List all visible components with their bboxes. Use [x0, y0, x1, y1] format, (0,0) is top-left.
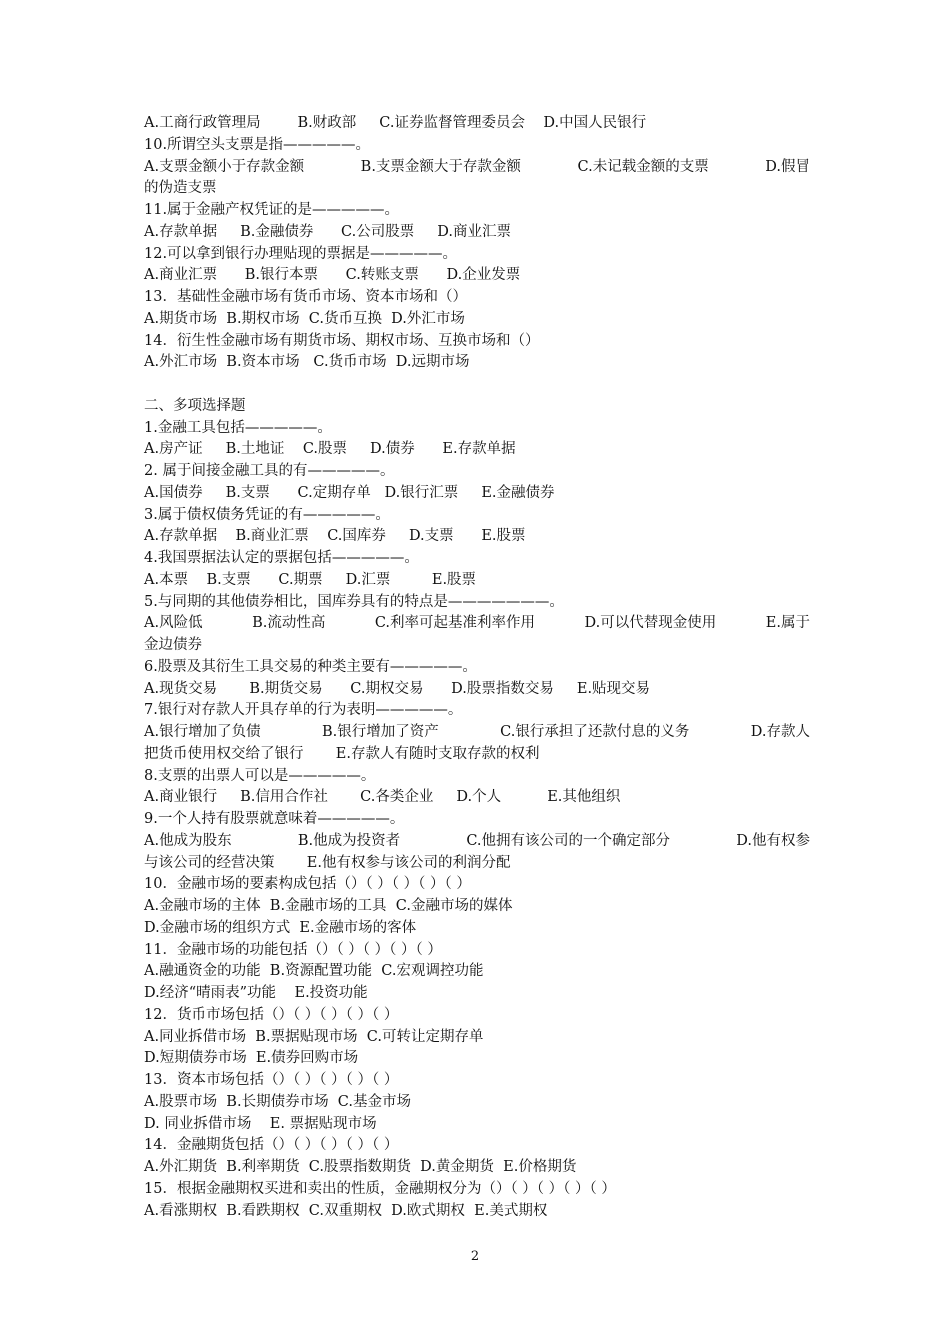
question-line: 6.股票及其衍生工具交易的种类主要有—————。: [144, 658, 477, 675]
question-line: 2. 属于间接金融工具的有—————。: [144, 463, 395, 479]
question-line: 11.属于金融产权凭证的是—————。: [144, 202, 400, 218]
question-line: 3.属于债权债务凭证的有—————。: [144, 506, 390, 523]
option-text: B.银行增加了资产: [322, 724, 439, 740]
option-text: B.流动性高: [252, 615, 326, 632]
continuation-line: 把货币使用权交给了银行 E.存款人有随时支取存款的权利: [144, 745, 540, 762]
question-line: 4.我国票据法认定的票据包括—————。: [144, 550, 419, 566]
question-line: 12.可以拿到银行办理贴现的票据是—————。: [144, 245, 458, 262]
option-line: A.存款单据 B.商业汇票 C.国库券 D.支票 E.股票: [144, 528, 526, 545]
question-line: 10.所谓空头支票是指—————。: [144, 136, 371, 153]
question-line: 8.支票的出票人可以是—————。: [144, 767, 376, 784]
option-line: A.股票市场 B.长期债券市场 C.基金市场: [144, 1093, 411, 1110]
option-text: C.他拥有该公司的一个确定部分: [466, 832, 671, 849]
blank-line: [144, 374, 810, 396]
option-line: A.外汇期货 B.利率期货 C.股票指数期货 D.黄金期货 E.价格期货: [144, 1159, 577, 1175]
page-number: 2: [470, 1249, 480, 1264]
question-line: 13．基础性金融市场有货币市场、资本市场和（）: [144, 289, 467, 305]
option-line: D.经济“晴雨表”功能 E.投资功能: [144, 985, 368, 1001]
option-text: B.支票金额大于存款金额: [360, 158, 521, 175]
option-line: A.房产证 B.土地证 C.股票 D.债券 E.存款单据: [144, 441, 516, 458]
question-line: 10．金融市场的要素构成包括（）（ ）（ ）（ ）（ ）: [144, 876, 471, 893]
option-text: D.假冒: [765, 158, 810, 175]
option-text: C.银行承担了还款付息的义务: [500, 724, 690, 740]
question-line: 9.一个人持有股票就意味着—————。: [144, 811, 405, 827]
option-text: D.存款人: [750, 724, 810, 740]
question-line: 12．货币市场包括（）（ ）（ ）（ ）（ ）: [144, 1006, 399, 1023]
option-line: [144, 831, 810, 853]
question-line: 14．金融期货包括（）（ ）（ ）（ ）（ ）: [144, 1137, 399, 1154]
continuation-line: 金边债券: [144, 637, 202, 653]
section-heading: 二、多项选择题: [144, 397, 246, 414]
question-line: 7.银行对存款人开具存单的行为表明—————。: [144, 702, 463, 719]
option-line: A.存款单据 B.金融债券 C.公司股票 D.商业汇票: [144, 223, 511, 240]
question-line: 15．根据金融期权买进和卖出的性质，金融期权分为（）（ ）（ ）（ ）（ ）: [144, 1180, 616, 1197]
continuation-line: 的伪造支票: [144, 180, 217, 197]
option-line: A.期货市场 B.期权市场 C.货币互换 D.外汇市场: [144, 310, 465, 327]
option-line: A.工商行政管理局 B.财政部 C.证券监督管理委员会 D.中国人民银行: [144, 115, 647, 131]
option-line: A.看涨期权 B.看跌期权 C.双重期权 D.欧式期权 E.美式期权: [144, 1202, 548, 1219]
option-line: A.国债券 B.支票 C.定期存单 D.银行汇票 E.金融债券: [144, 484, 555, 501]
question-line: 1.金融工具包括—————。: [144, 419, 332, 436]
option-text: A.支票金额小于存款金额: [144, 158, 305, 175]
option-line: [144, 157, 810, 179]
question-line: 13．资本市场包括（）（ ）（ ）（ ）（ ）: [144, 1072, 399, 1088]
option-text: A.风险低: [144, 615, 203, 632]
question-line: 5.与同期的其他债券相比，国库券具有的特点是———————。: [144, 593, 564, 610]
option-text: D.他有权参: [736, 832, 810, 849]
option-line: [144, 722, 810, 744]
option-line: A.同业拆借市场 B.票据贴现市场 C.可转让定期存单: [144, 1028, 484, 1045]
option-line: D.短期债券市场 E.债券回购市场: [144, 1050, 359, 1067]
document-body: [144, 113, 810, 1222]
option-line: [144, 613, 810, 635]
option-text: B.他成为投资者: [297, 832, 401, 849]
option-text: E.属于: [765, 615, 810, 632]
option-line: A.外汇市场 B.资本市场 C.货币市场 D.远期市场: [144, 354, 470, 371]
option-text: C.未记载金额的支票: [577, 158, 709, 175]
option-line: A.商业银行 B.信用合作社 C.各类企业 D.个人 E.其他组织: [144, 789, 621, 806]
option-line: A.本票 B.支票 C.期票 D.汇票 E.股票: [144, 571, 477, 588]
option-text: D.可以代替现金使用: [584, 615, 717, 632]
option-text: C.利率可起基准利率作用: [374, 615, 536, 632]
continuation-line: 与该公司的经营决策 E.他有权参与该公司的利润分配: [144, 854, 511, 871]
question-line: 14．衍生性金融市场有期货市场、期权市场、互换市场和（）: [144, 332, 540, 349]
option-text: A.银行增加了负债: [144, 724, 261, 740]
option-line: A.现货交易 B.期货交易 C.期权交易 D.股票指数交易 E.贴现交易: [144, 680, 651, 697]
question-line: 11．金融市场的功能包括（）（ ）（ ）（ ）（ ）: [144, 941, 442, 958]
option-line: D. 同业拆借市场 E. 票据贴现市场: [144, 1115, 377, 1132]
option-line: A.金融市场的主体 B.金融市场的工具 C.金融市场的媒体: [144, 898, 513, 914]
option-line: D.金融市场的组织方式 E.金融市场的客体: [144, 919, 417, 936]
option-line: A.融通资金的功能 B.资源配置功能 C.宏观调控功能: [144, 963, 484, 980]
option-text: A.他成为股东: [144, 832, 232, 849]
option-line: A.商业汇票 B.银行本票 C.转账支票 D.企业发票: [144, 267, 521, 284]
